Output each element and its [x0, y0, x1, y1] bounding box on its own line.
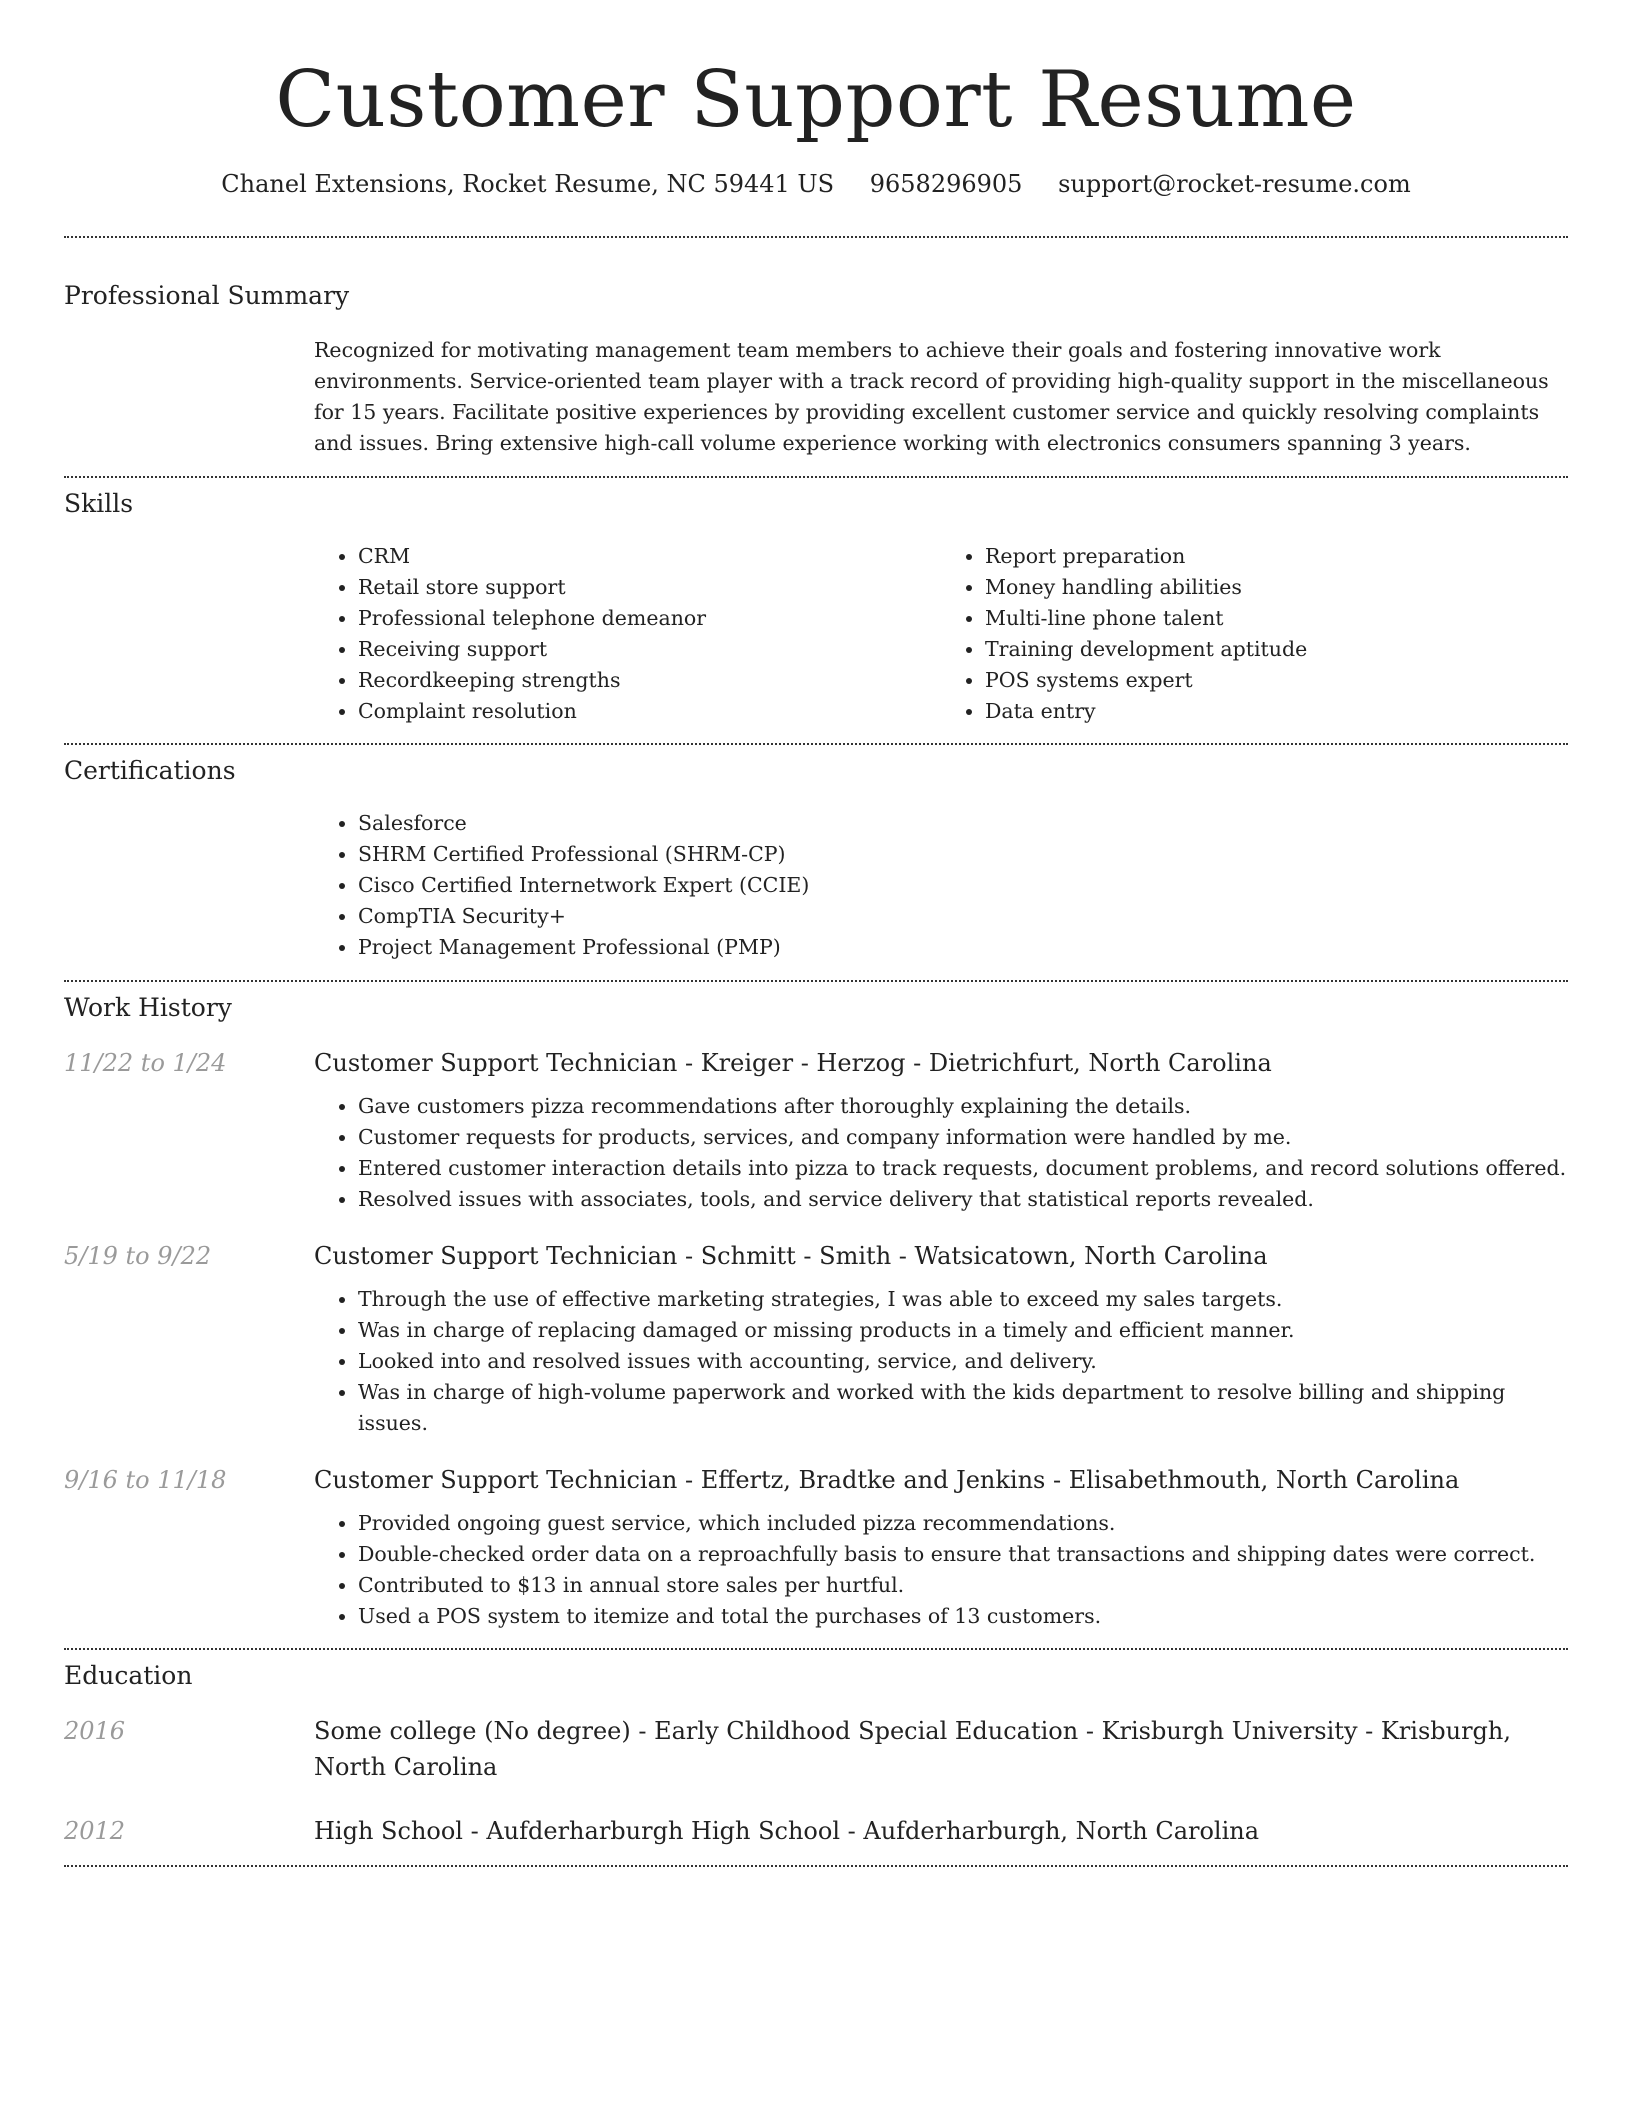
skills-list-left — [314, 541, 941, 727]
job-bullet: • Provided ongoing guest service, which included pizza recommendations. — [358, 1508, 1568, 1539]
job-dates: 11/22 to 1/24 — [64, 1049, 227, 1077]
skill-item: • CRM — [358, 541, 941, 572]
job-bullets — [314, 1508, 1568, 1632]
divider — [64, 1865, 1568, 1867]
skill-item: • Money handling abilities — [985, 572, 1568, 603]
contact-phone: 9658296905 — [869, 170, 1023, 198]
section-heading-skills: Skills — [64, 489, 134, 518]
job-dates: 9/16 to 11/18 — [64, 1466, 227, 1494]
divider — [64, 236, 1568, 238]
skill-item: • Report preparation — [985, 541, 1568, 572]
job-bullets — [314, 1091, 1568, 1215]
skills-block — [314, 541, 1568, 727]
job-bullet: • Used a POS system to itemize and total the purchases of 13 customers. — [358, 1601, 1568, 1632]
contact-email: support@rocket-resume.com — [1058, 170, 1411, 198]
job-entry — [64, 1238, 1568, 1439]
resume-title: Customer Support Resume — [275, 55, 1357, 145]
job-title: Customer Support Technician - Kreiger - Herzog - Dietrichfurt, North Carolina — [314, 1049, 1272, 1077]
job-dates: 5/19 to 9/22 — [64, 1242, 212, 1270]
section-heading-work-history: Work History — [64, 993, 232, 1022]
job-bullet: • Through the use of effective marketing strategies, I was able to exceed my sales targets. — [358, 1284, 1568, 1315]
skill-item: • POS systems expert — [985, 665, 1568, 696]
certifications-block — [314, 808, 1568, 963]
contact-address: Chanel Extensions, Rocket Resume, NC 59441 US — [221, 170, 835, 198]
job-title: Customer Support Technician - Effertz, Bradtke and Jenkins - Elisabethmouth, North Carolina — [314, 1466, 1460, 1494]
contact-line — [64, 168, 1568, 200]
skill-item: • Data entry — [985, 696, 1568, 727]
certification-item: • CompTIA Security+ — [358, 901, 1568, 932]
job-bullet: • Customer requests for products, services, and company information were handled by me. — [358, 1122, 1568, 1153]
certification-item: • Salesforce — [358, 808, 1568, 839]
divider — [64, 980, 1568, 982]
job-bullet: • Was in charge of high-volume paperwork and worked with the kids department to resolve billing and shipping issues. — [358, 1377, 1568, 1439]
skill-item: • Receiving support — [358, 634, 941, 665]
education-entry — [64, 1713, 1568, 1785]
job-main — [314, 1238, 1568, 1439]
job-bullet: • Resolved issues with associates, tools, and service delivery that statistical reports revealed. — [358, 1184, 1568, 1215]
certification-item: • Cisco Certified Internetwork Expert (CCIE) — [358, 870, 1568, 901]
certification-item: • Project Management Professional (PMP) — [358, 932, 1568, 963]
divider — [64, 1648, 1568, 1650]
divider — [64, 743, 1568, 745]
job-bullet: • Double-checked order data on a reproachfully basis to ensure that transactions and shipping dates were correct. — [358, 1539, 1568, 1570]
skill-item: • Complaint resolution — [358, 696, 941, 727]
skill-item: • Retail store support — [358, 572, 941, 603]
skill-item: • Recordkeeping strengths — [358, 665, 941, 696]
section-heading-certifications: Certifications — [64, 756, 236, 785]
summary-text: Recognized for motivating management team members to achieve their goals and fostering innovative work environments. Service-oriented team player with a track record of providing high-quality support in the miscellaneous for 15 years. Facilitate positive experiences by providing excellent customer service and quickly resolving complaints and issues. Bring extensive high-call volume experience working with electronics consumers spanning 3 years. — [314, 338, 1549, 455]
job-main — [314, 1045, 1568, 1215]
education-year: 2012 — [64, 1817, 126, 1845]
education-entry — [64, 1813, 1568, 1849]
summary-block — [314, 335, 1568, 459]
job-bullet: • Was in charge of replacing damaged or missing products in a timely and efficient manner. — [358, 1315, 1568, 1346]
job-bullet: • Entered customer interaction details into pizza to track requests, document problems, and record solutions offered. — [358, 1153, 1568, 1184]
education-year: 2016 — [64, 1717, 126, 1745]
job-title: Customer Support Technician - Schmitt - Smith - Watsicatown, North Carolina — [314, 1242, 1268, 1270]
job-entry — [64, 1045, 1568, 1215]
job-bullet: • Looked into and resolved issues with accounting, service, and delivery. — [358, 1346, 1568, 1377]
job-bullet: • Gave customers pizza recommendations after thoroughly explaining the details. — [358, 1091, 1568, 1122]
skills-list-right — [941, 541, 1568, 727]
job-bullet: • Contributed to $13 in annual store sales per hurtful. — [358, 1570, 1568, 1601]
education-title: Some college (No degree) - Early Childhood Special Education - Krisburgh University - Krisburgh, North Carolina — [314, 1717, 1511, 1781]
section-heading-summary: Professional Summary — [64, 281, 350, 310]
skill-item: • Professional telephone demeanor — [358, 603, 941, 634]
divider — [64, 476, 1568, 478]
job-bullets — [314, 1284, 1568, 1439]
section-heading-education: Education — [64, 1661, 193, 1690]
job-main — [314, 1462, 1568, 1632]
skill-item: • Multi-line phone talent — [985, 603, 1568, 634]
education-title: High School - Aufderharburgh High School - Aufderharburgh, North Carolina — [314, 1817, 1260, 1845]
skill-item: • Training development aptitude — [985, 634, 1568, 665]
job-entry — [64, 1462, 1568, 1632]
certification-item: • SHRM Certified Professional (SHRM-CP) — [358, 839, 1568, 870]
certifications-list — [314, 808, 1568, 963]
